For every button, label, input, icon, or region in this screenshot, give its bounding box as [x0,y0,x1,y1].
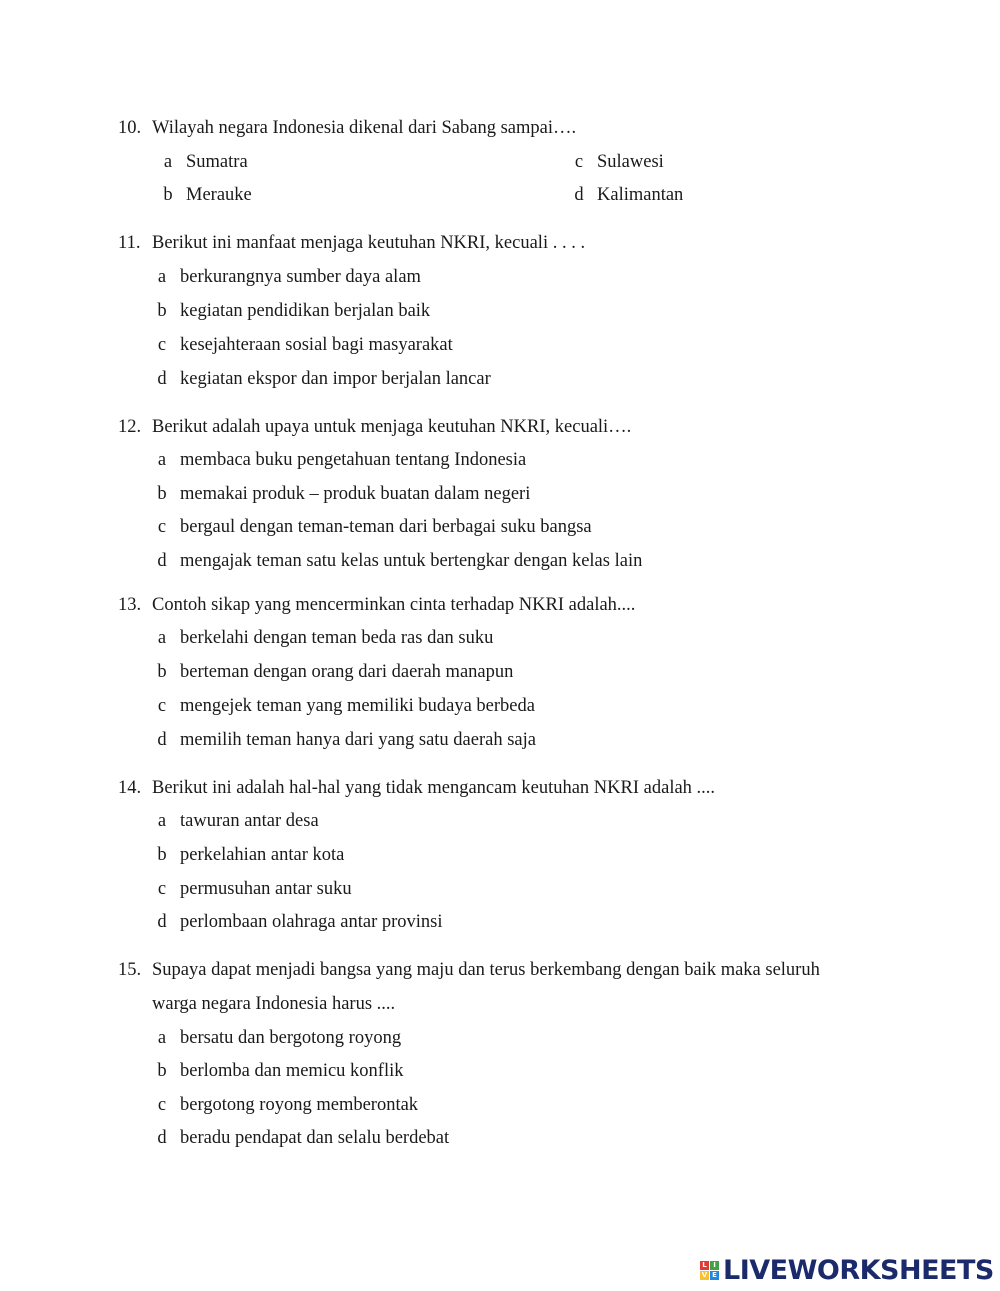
option-label: berkelahi dengan teman beda ras dan suku [180,628,494,648]
logo-block-v: V [701,1270,708,1279]
option-letter: b [157,484,167,504]
option-label: Sumatra [186,152,248,172]
option-letter: c [157,879,167,899]
option-letter: b [157,845,167,865]
option-label: Sulawesi [597,152,664,172]
liveworksheets-logo[interactable] [700,1255,994,1285]
question-number: 12. [118,417,142,437]
logo-text: LIVEWORKSHEETS [723,1254,994,1286]
option-label: berkurangnya sumber daya alam [180,267,421,287]
option-label: bergotong royong memberontak [180,1095,419,1115]
question-number: 11. [118,233,141,253]
question-text: Supaya dapat menjadi bangsa yang maju dan terus berkembang dengan baik maka seluruh [152,960,820,980]
question-text: Berikut ini manfaat menjaga keutuhan NKRI, kecuali . . . . [152,233,586,253]
option-label: Merauke [186,185,252,205]
question-number: 13. [118,595,142,615]
option-letter: d [157,369,167,389]
option-letter: a [163,152,173,172]
option-letter: d [157,1128,167,1148]
option-label: Kalimantan [597,185,684,205]
question-number: 10. [118,118,142,138]
option-letter: a [157,628,167,648]
option-label: berlomba dan memicu konflik [180,1061,404,1081]
option-label: tawuran antar desa [180,811,319,831]
question-number: 15. [118,960,142,980]
question-number: 14. [118,778,142,798]
option-letter: a [157,811,167,831]
option-label: beradu pendapat dan selalu berdebat [180,1128,450,1148]
option-label: membaca buku pengetahuan tentang Indonesia [180,450,527,470]
option-label: kesejahteraan sosial bagi masyarakat [180,335,453,355]
option-label: bergaul dengan teman-teman dari berbagai suku bangsa [180,517,592,537]
option-label: berteman dengan orang dari daerah manapun [180,662,514,682]
option-letter: d [157,912,167,932]
option-label: permusuhan antar suku [180,879,352,899]
option-letter: c [157,335,167,355]
question-text: Wilayah negara Indonesia dikenal dari Sabang sampai…. [152,118,577,138]
option-letter: d [574,185,584,205]
option-label: mengejek teman yang memiliki budaya berbeda [180,696,535,716]
logo-block-e: E [710,1271,719,1280]
question-text-continuation: warga negara Indonesia harus .... [152,994,396,1014]
option-label: mengajak teman satu kelas untuk bertengkar dengan kelas lain [180,551,643,571]
option-letter: b [163,185,173,205]
option-letter: d [157,730,167,750]
option-letter: a [157,1028,167,1048]
option-letter: c [157,517,167,537]
option-label: perlombaan olahraga antar provinsi [180,912,443,932]
option-label: kegiatan pendidikan berjalan baik [180,301,431,321]
option-letter: a [157,267,167,287]
question-text: Contoh sikap yang mencerminkan cinta terhadap NKRI adalah.... [152,595,636,615]
logo-block-i: I [710,1261,719,1270]
option-letter: d [157,551,167,571]
option-label: memilih teman hanya dari yang satu daerah saja [180,730,536,750]
question-text: Berikut ini adalah hal-hal yang tidak mengancam keutuhan NKRI adalah .... [152,778,716,798]
option-letter: b [157,662,167,682]
option-label: memakai produk – produk buatan dalam negeri [180,484,531,504]
option-letter: b [157,1061,167,1081]
option-letter: a [157,450,167,470]
logo-blocks-icon [700,1261,719,1280]
option-letter: c [574,152,584,172]
option-letter: c [157,1095,167,1115]
question-text: Berikut adalah upaya untuk menjaga keutuhan NKRI, kecuali…. [152,417,632,437]
option-label: bersatu dan bergotong royong [180,1028,402,1048]
option-letter: b [157,301,167,321]
option-label: kegiatan ekspor dan impor berjalan lancar [180,369,491,389]
logo-block-l: L [700,1261,709,1270]
option-letter: c [157,696,167,716]
option-label: perkelahian antar kota [180,845,345,865]
